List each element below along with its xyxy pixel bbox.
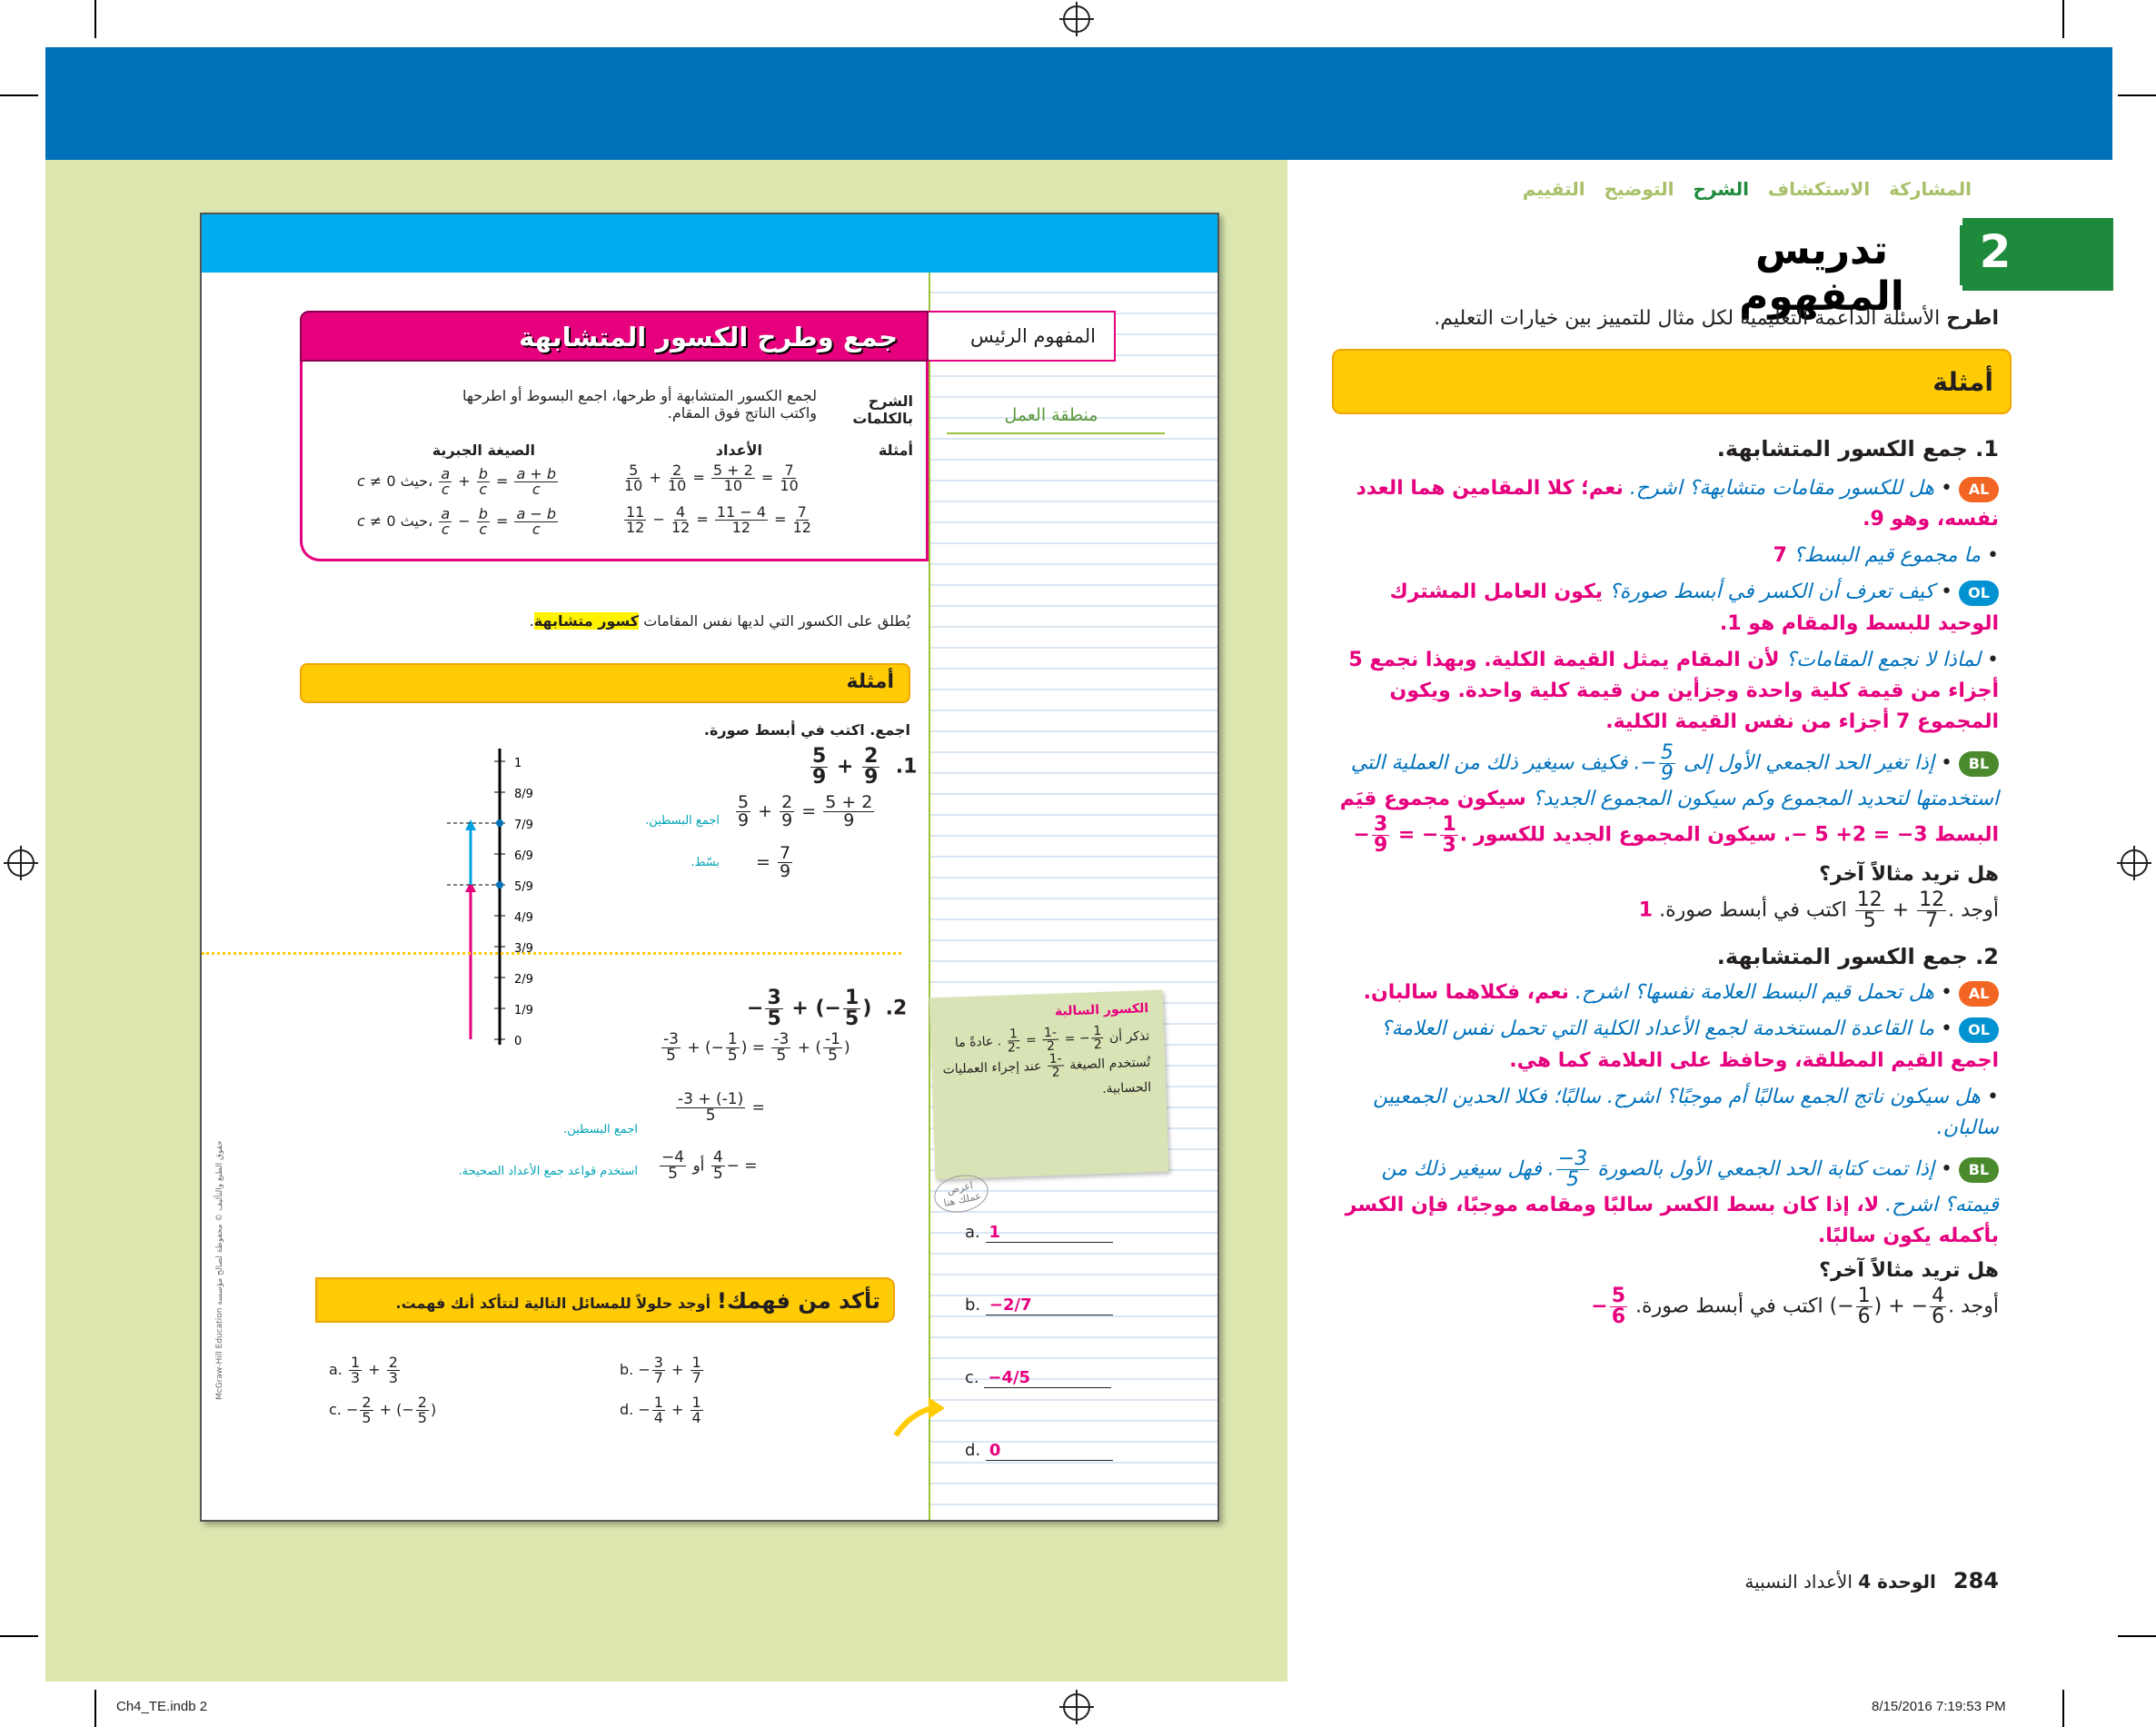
page-footer bbox=[1617, 1568, 1999, 1593]
intro-text: الأسئلة الداعمة التعليمية لكل مثال للتمييز بين خيارات التعليم. bbox=[1434, 307, 1941, 330]
words-text: لجمع الكسور المتشابهة أو طرحها، اجمع البسوط أو اطرحها واكتب الناتج فوق المقام. bbox=[462, 387, 817, 422]
step-number: 2 bbox=[1960, 225, 2031, 285]
key-concept-tab: المفهوم الرئيس bbox=[927, 311, 1116, 362]
problem-b: b. − $\frac{3}{7}$ + $\frac{1}{7}$ bbox=[620, 1354, 701, 1386]
phase-explore[interactable]: الاستكشاف bbox=[1767, 178, 1871, 200]
answer: نعم؛ كلا المقامين هما العدد نفسه، وهو 9. bbox=[1356, 477, 1999, 531]
example-2-step1: $\frac{-3}{5}$ + (− $\frac{1}{5}$ ) = $\frac{-3}{5}$ + ( $\frac{-1}{5}$ ) bbox=[663, 1030, 850, 1065]
ex1-ol: OL • كيف تعرف أن الكسر في أبسط صورة؟ يكون العامل المشترك الوحيد للبسط والمقام هو 1. bbox=[1389, 581, 1999, 635]
question: . فهل سيغير ذلك من قيمته؟ اشرح. bbox=[1381, 1157, 1999, 1216]
ex1-heading: 1. جمع الكسور المتشابهة. bbox=[1716, 436, 1999, 462]
arrow-shaft bbox=[896, 1408, 932, 1435]
step-title: تدريس المفهوم bbox=[1739, 227, 1904, 320]
dotted-divider bbox=[202, 952, 901, 955]
unit-title: الأعداد النسبية bbox=[1744, 1571, 1853, 1593]
tick-label: 6/9 bbox=[514, 849, 533, 863]
answer-value: 1 bbox=[986, 1223, 1113, 1243]
ex1-q3: • لماذا لا نجمع المقامات؟ لأن المقام يمثل القيمة الكلية. وبهذا نجمع 5 أجزاء من قيمة كلية واحدة وجزأين من قيمة كلية واحدة. ويكون المجموع 7 أجزاء من نفس القيمة الكلية. bbox=[1348, 648, 1999, 733]
crop-mark bbox=[94, 1690, 96, 1727]
algebra-label: الصيغة الجبرية bbox=[432, 442, 535, 459]
show-work-stamp: اعرض عملك هنا bbox=[930, 1170, 991, 1217]
top-banner bbox=[45, 47, 2112, 160]
find-label: أوجد bbox=[1961, 1295, 1999, 1318]
ex1-bl: BL • إذا تغير الحد الجمعي الأول إلى − $\frac{5}{9}$ . فكيف سيغير ذلك من العملية التي استخدمتها لتحديد المجموع وكم سيكون المجموع الجديد؟ سيكون مجموع قيَم البسط 3− = 2+ 5 −. سيكون المجموع الجديد للكسور − $\frac{3}{9}$ = − $\frac{1}{3}$ . bbox=[1339, 740, 1999, 858]
definition: يُطلق على الكسور التي لديها نفس المقامات كسور متشابهة. bbox=[529, 612, 910, 630]
example-1-notes bbox=[1336, 432, 1999, 1327]
examples-title-bar: أمثلة bbox=[1332, 349, 2012, 414]
crop-mark bbox=[2062, 1690, 2064, 1727]
key-concept-title: جمع وطرح الكسور المتشابهة bbox=[300, 311, 929, 362]
phase-nav bbox=[1454, 178, 1972, 200]
example-2-problem: − $\frac{3}{5}$ + (− $\frac{1}{5}$ ) .2 bbox=[747, 987, 908, 1030]
question: لماذا لا نجمع المقامات؟ bbox=[1785, 648, 1982, 671]
arrow-head bbox=[465, 819, 476, 830]
example-1-step2: = $\frac{7}{9}$ bbox=[756, 843, 791, 881]
workspace-rule bbox=[947, 432, 1165, 434]
answer-b[interactable] bbox=[965, 1295, 1113, 1315]
registration-mark bbox=[1063, 5, 1090, 33]
al-badge: AL bbox=[1959, 477, 1999, 502]
file-name: Ch4_TE.indb 2 bbox=[116, 1699, 208, 1714]
ex2-ol: OL • ما القاعدة المستخدمة لجمع الأعداد الكلية التي تحمل نفس العلامة؟ اجمع القيم المطلقة، وحافظ على العلامة كما هي. bbox=[1380, 1017, 1999, 1072]
answer: لأن المقام يمثل القيمة الكلية. وبهذا نجمع 5 أجزاء من قيمة كلية واحدة وجزأين من قيمة كلية واحدة. ويكون المجموع 7 أجزاء من نفس القيمة الكلية. bbox=[1348, 648, 1999, 733]
question: ما القاعدة المستخدمة لجمع الأعداد الكلية التي تحمل نفس العلامة؟ bbox=[1380, 1017, 1935, 1041]
key-concept-box bbox=[300, 362, 929, 561]
arrow-tip bbox=[929, 1397, 945, 1419]
annotation-integer-rules: استخدم قواعد جمع الأعداد الصحيحة. bbox=[458, 1165, 638, 1178]
point bbox=[496, 881, 503, 888]
student-page-header bbox=[202, 214, 1217, 273]
print-date: 8/15/2016 7:19:53 PM bbox=[1872, 1699, 2006, 1714]
question: . فكيف سيغير ذلك من العملية التي استخدمتها لتحديد المجموع وكم سيكون المجموع الجديد؟ bbox=[1350, 751, 1999, 810]
crop-mark bbox=[2062, 0, 2064, 38]
answer-value: −4/5 bbox=[984, 1368, 1111, 1388]
annotation-simplify: بسّط. bbox=[691, 856, 720, 869]
phase-evaluate[interactable]: التقييم bbox=[1522, 178, 1585, 200]
check-understanding-bar bbox=[315, 1277, 895, 1323]
answer: اجمع القيم المطلقة، وحافظ على العلامة كما هي. bbox=[1509, 1048, 1999, 1072]
crop-mark bbox=[0, 94, 38, 96]
arrow-icon bbox=[892, 1395, 947, 1441]
ex2-al: AL • هل تحمل قيم البسط العلامة نفسها؟ اشرح. نعم، فكلاهما سالبان. bbox=[1336, 978, 1999, 1008]
where-text: حيث bbox=[400, 472, 429, 490]
answer-value: 0 bbox=[986, 1441, 1113, 1461]
words-label: الشرح بالكلمات bbox=[852, 392, 913, 427]
numbers-label: الأعداد bbox=[715, 442, 762, 459]
ex2-q3: • هل سيكون ناتج الجمع سالبًا أم موجبًا؟ اشرح. سالبًا؛ فكلا الحدين الجمعيين سالبان. bbox=[1373, 1085, 1999, 1139]
tick-label: 5/9 bbox=[514, 880, 533, 894]
answer: نعم، فكلاهما سالبان. bbox=[1363, 981, 1569, 1005]
question: هل تحمل قيم البسط العلامة نفسها؟ اشرح. bbox=[1575, 981, 1935, 1005]
ex2-find: أوجد (− $\frac{1}{6}$ ) + − $\frac{4}{6}$ . اكتب في أبسط صورة. − $\frac{5}{6}$ bbox=[1591, 1285, 1999, 1329]
workspace-label: منطقة العمل bbox=[1004, 405, 1098, 425]
bl-badge: BL bbox=[1959, 1157, 1999, 1183]
where-text: حيث bbox=[400, 512, 429, 530]
question: إذا تمت كتابة الحد الجمعي الأول بالصورة bbox=[1597, 1157, 1935, 1181]
answer-d[interactable] bbox=[965, 1441, 1113, 1461]
problem-c: c. − $\frac{2}{5}$ + (− $\frac{2}{5}$ ) bbox=[329, 1394, 437, 1426]
definition-term: كسور متشابهة bbox=[533, 612, 640, 630]
crop-mark bbox=[94, 0, 96, 38]
answer: لا، إذا كان بسط الكسر سالبًا ومقامه موجبًا، فإن الكسر بأكمله يكون سالبًا. bbox=[1345, 1193, 1999, 1247]
intro bbox=[1345, 307, 1999, 330]
numbers-example-add: $\frac{5}{10}$ + $\frac{2}{10}$ = $\frac{5 + 2}{10}$ = $\frac{7}{10}$ bbox=[624, 462, 799, 494]
workspace-area bbox=[929, 273, 1217, 1520]
examples-label: أمثلة bbox=[878, 442, 913, 459]
example-2-step2: $\frac{-3 + (-1)}{5}$ = bbox=[678, 1090, 765, 1125]
note-body: تذكر أن $\frac{1}{2}$ − = $\frac{-1}{2}$ = $\frac{1}{-2}$ . عادةً ما تُستخدم الصيغة $\frac{-1}{2}$ عند إجراء العمليات الحسابية. bbox=[942, 1023, 1152, 1097]
ol-badge: OL bbox=[1959, 1017, 1999, 1043]
tick-label: 7/9 bbox=[514, 819, 533, 832]
ex2-another: هل تريد مثالاً آخر؟ bbox=[1819, 1258, 1999, 1282]
ex1-al: AL • هل للكسور مقامات متشابهة؟ اشرح. نعم؛ كلا المقامين هما العدد نفسه، وهو 9. bbox=[1356, 477, 1999, 531]
question: إذا تغير الحد الجمعي الأول إلى bbox=[1683, 751, 1935, 775]
answer: 1 bbox=[1638, 898, 1654, 922]
phase-elaborate[interactable]: التوضيح bbox=[1604, 178, 1674, 200]
problem-d: d. − $\frac{1}{4}$ + $\frac{1}{4}$ bbox=[620, 1394, 701, 1426]
note-text: تذكر أن bbox=[1108, 1028, 1150, 1046]
answer-label: c. bbox=[965, 1368, 979, 1387]
simplify-label: اكتب في أبسط صورة. bbox=[1659, 898, 1847, 922]
al-badge: AL bbox=[1959, 981, 1999, 1007]
answer: سيكون مجموع قيَم البسط 3− = 2+ 5 −. سيكون المجموع الجديد للكسور bbox=[1339, 787, 1999, 847]
phase-explain[interactable]: الشرح bbox=[1693, 178, 1749, 200]
registration-mark bbox=[1063, 1693, 1090, 1721]
crop-mark bbox=[2118, 94, 2156, 96]
crop-mark bbox=[2118, 1635, 2156, 1637]
or-text: أو bbox=[692, 1156, 705, 1176]
ol-badge: OL bbox=[1959, 581, 1999, 606]
tick-label: 8/9 bbox=[514, 788, 533, 801]
tick-label: 2/9 bbox=[514, 973, 533, 987]
unit-label: الوحدة 4 bbox=[1858, 1571, 1936, 1593]
numbers-example-subtract: $\frac{11}{12}$ − $\frac{4}{12}$ = $\frac{11 - 4}{12}$ = $\frac{7}{12}$ bbox=[626, 503, 811, 536]
question: ما مجموع قيم البسط؟ bbox=[1793, 544, 1982, 568]
answer-label: a. bbox=[965, 1223, 980, 1242]
tick-label: 1/9 bbox=[514, 1004, 533, 1017]
crop-mark bbox=[0, 1635, 38, 1637]
page-number: 284 bbox=[1952, 1568, 1999, 1593]
question: كيف تعرف أن الكسر في أبسط صورة؟ bbox=[1609, 581, 1935, 604]
registration-mark bbox=[7, 849, 35, 877]
note-text: عند إجراء العمليات الحسابية. bbox=[942, 1058, 1152, 1097]
phase-engage[interactable]: المشاركة bbox=[1889, 178, 1972, 200]
note-text: . عادةً ما تُستخدم الصيغة bbox=[954, 1034, 1151, 1073]
example-1-step1: $\frac{5}{9}$ + $\frac{2}{9}$ = $\frac{5 + 2}{9}$ bbox=[738, 792, 873, 830]
tick-label: 4/9 bbox=[514, 911, 533, 925]
intro-bold: اطرح bbox=[1946, 307, 1999, 330]
ex2-bl: BL • إذا تمت كتابة الحد الجمعي الأول بالصورة $\frac{-3}{5}$ . فهل سيغير ذلك من قيمته؟ اشرح. لا، إذا كان بسط الكسر سالبًا ومقامه موجبًا، فإن الكسر بأكمله يكون سالبًا. bbox=[1345, 1146, 1999, 1247]
example-instruction: اجمع. اكتب في أبسط صورة. bbox=[703, 721, 910, 739]
tick-label: 1 bbox=[514, 757, 522, 770]
problem-a: a. $\frac{1}{3}$ + $\frac{2}{3}$ bbox=[329, 1354, 398, 1386]
answer-a[interactable] bbox=[965, 1223, 1113, 1243]
algebra-example-add: c ≠ 0 حيث، $\frac{a}{c}$ + $\frac{b}{c}$ = $\frac{a + b}{c}$ bbox=[357, 465, 556, 498]
ex2-heading: 2. جمع الكسور المتشابهة. bbox=[1716, 944, 1999, 970]
answer-label: d. bbox=[965, 1441, 981, 1460]
ex1-find: أوجد $\frac{12}{5}$ + $\frac{12}{7}$ . اكتب في أبسط صورة. 1 bbox=[1638, 888, 1999, 933]
answer: 7 bbox=[1773, 544, 1787, 568]
note-title: الكسور السالبة bbox=[1054, 1001, 1149, 1019]
ex1-q2: • ما مجموع قيم البسط؟ 7 bbox=[1773, 544, 1999, 568]
question: هل سيكون ناتج الجمع سالبًا أم موجبًا؟ اشرح. سالبًا؛ فكلا الحدين الجمعيين سالبان. bbox=[1373, 1085, 1999, 1139]
answer: يكون العامل المشترك الوحيد للبسط والمقام هو 1. bbox=[1389, 581, 1999, 635]
algebra-example-subtract: c ≠ 0 حيث، $\frac{a}{c}$ − $\frac{b}{c}$ = $\frac{a - b}{c}$ bbox=[357, 505, 556, 538]
registration-mark bbox=[2121, 849, 2148, 877]
point bbox=[496, 819, 503, 827]
examples-bar: أمثلة bbox=[300, 663, 910, 703]
annotation-add-numerators-2: اجمع البسطين. bbox=[563, 1123, 638, 1136]
negative-fractions-note bbox=[929, 990, 1169, 1180]
example-2-step3: $\frac{-4}{5}$ أو $\frac{4}{5}$ − = bbox=[661, 1148, 758, 1183]
ex1-another: هل تريد مثالاً آخر؟ bbox=[1819, 863, 1999, 887]
check-text: أوجد حلولاً للمسائل التالية لتتأكد أنك فهمت. bbox=[395, 1295, 711, 1312]
question: هل للكسور مقامات متشابهة؟ اشرح. bbox=[1629, 477, 1935, 501]
check-title: تأكد من فهمك! bbox=[717, 1288, 880, 1314]
definition-text: يُطلق على الكسور التي لديها نفس المقامات bbox=[643, 612, 910, 630]
tick-label: 0 bbox=[514, 1035, 522, 1048]
copyright: McGraw-Hill Education حقوق الطبع والتأليف © محفوظة لصالح مؤسسة bbox=[215, 1140, 224, 1400]
answer-label: b. bbox=[965, 1295, 981, 1315]
bl-badge: BL bbox=[1959, 751, 1999, 777]
student-page bbox=[200, 213, 1219, 1522]
annotation-add-numerators: اجمع البسطين. bbox=[645, 814, 720, 828]
find-label: أوجد bbox=[1961, 898, 1999, 922]
simplify-label: اكتب في أبسط صورة. bbox=[1635, 1295, 1823, 1318]
number-line bbox=[445, 741, 581, 1050]
answer-value: −2/7 bbox=[986, 1295, 1113, 1315]
example-1-problem: $\frac{5}{9}$ + $\frac{2}{9}$ .1 bbox=[812, 745, 918, 789]
answer-c[interactable] bbox=[965, 1368, 1111, 1388]
tick-label: 3/9 bbox=[514, 942, 533, 956]
